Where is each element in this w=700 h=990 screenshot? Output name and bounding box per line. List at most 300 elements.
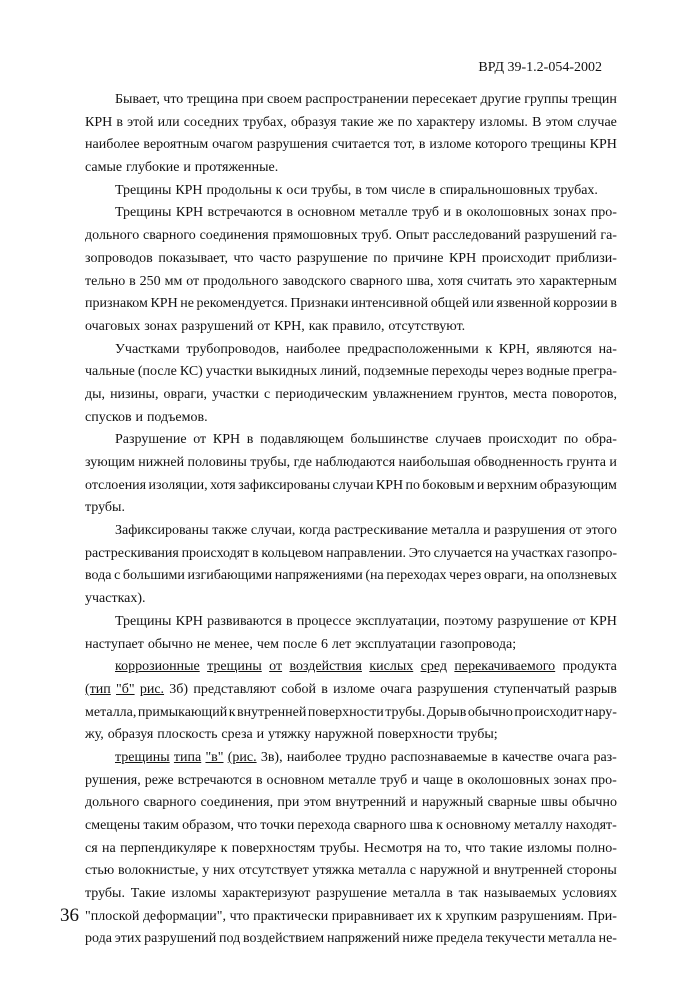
text-line xyxy=(85,361,617,384)
text-line xyxy=(85,747,617,770)
word: места xyxy=(512,386,548,402)
word: наблюдаются xyxy=(315,455,396,470)
word: разрушение xyxy=(316,886,387,902)
word: перехода xyxy=(297,818,351,833)
word: Бывает, xyxy=(115,92,160,107)
word: (рис. xyxy=(227,749,257,765)
word: околошовных xyxy=(466,205,549,221)
word: трубы. xyxy=(385,704,426,720)
word: соединения xyxy=(199,228,269,244)
word: самые xyxy=(85,160,123,176)
word: продольны xyxy=(206,182,272,198)
word: продукта xyxy=(562,659,617,675)
word: обычно xyxy=(147,636,193,652)
text-line xyxy=(85,520,617,543)
word: рушения, xyxy=(85,772,141,788)
word: поэтому xyxy=(444,613,494,629)
word: что xyxy=(229,908,250,924)
word: чем xyxy=(256,636,279,652)
word: увлажнением xyxy=(372,386,453,402)
word: направлении. xyxy=(326,545,406,561)
word: основному xyxy=(446,818,511,833)
word: обычно xyxy=(467,704,513,720)
word: образуя xyxy=(107,727,154,743)
word: с xyxy=(409,863,416,879)
word: глубокие xyxy=(125,160,180,176)
word: КРН, xyxy=(274,318,305,334)
word: образующим xyxy=(539,477,617,493)
word: образом, xyxy=(182,818,235,833)
word: являются xyxy=(536,341,592,357)
word: газопро- xyxy=(566,545,617,561)
word: предрасположенными xyxy=(347,341,479,357)
word: с xyxy=(264,386,271,402)
word: в xyxy=(446,886,453,902)
word: разрушениям. xyxy=(500,908,585,924)
word: рис. xyxy=(139,681,165,697)
word: разрушение xyxy=(497,613,569,629)
word: числе xyxy=(391,182,426,198)
word: основном xyxy=(297,205,356,221)
word: практически xyxy=(253,908,329,924)
word: в xyxy=(418,137,426,153)
word: соседних xyxy=(183,114,239,130)
word: прямошовных xyxy=(272,228,358,244)
word: воздействием xyxy=(243,931,325,947)
text-line xyxy=(85,134,617,157)
word: дольного xyxy=(85,228,140,244)
word: на xyxy=(494,545,509,561)
word: металлу xyxy=(513,818,563,833)
word: обводненность xyxy=(473,455,564,470)
word: хотя xyxy=(210,477,236,493)
word: по xyxy=(373,250,388,266)
word: вода xyxy=(85,568,112,584)
word: развиваются xyxy=(207,613,282,629)
word: (тип xyxy=(85,681,111,697)
word: признаком xyxy=(85,296,148,312)
word: такие xyxy=(489,840,523,856)
word: периодическим xyxy=(275,386,368,402)
word: При- xyxy=(587,908,617,924)
word: происходит xyxy=(514,704,584,720)
word: и xyxy=(183,160,191,176)
word: сварного xyxy=(353,818,407,833)
word: Опыт xyxy=(395,228,429,244)
word: тельно xyxy=(85,273,126,289)
text-line xyxy=(85,679,617,702)
word: в xyxy=(255,772,263,788)
word: в xyxy=(610,296,617,312)
word: характерным xyxy=(538,273,617,289)
word: наибольшая xyxy=(398,455,471,470)
word: при xyxy=(241,92,264,107)
word: спусков xyxy=(85,409,132,425)
word: оси xyxy=(286,182,308,198)
word: случае xyxy=(577,114,617,130)
word: в xyxy=(355,182,362,198)
word: очага xyxy=(380,681,413,697)
word: трубах, xyxy=(243,114,287,130)
word: их xyxy=(417,908,432,924)
word: стороны xyxy=(566,863,617,879)
word: участках xyxy=(511,545,564,561)
word: металла xyxy=(358,863,407,879)
word: растрескивание xyxy=(334,523,428,539)
word: эксплуатации xyxy=(355,636,436,652)
word: прегра- xyxy=(572,364,617,380)
word: и xyxy=(482,863,490,879)
text-line xyxy=(85,702,617,725)
word: перпендикуляре xyxy=(120,840,217,856)
word: трудно xyxy=(345,749,387,765)
word: вероятным xyxy=(143,137,209,153)
word: или xyxy=(157,114,180,130)
word: сварного xyxy=(143,795,197,811)
word: по xyxy=(405,477,420,493)
word: в xyxy=(286,205,293,221)
word: подземные xyxy=(363,364,429,380)
word: нижней xyxy=(138,455,185,470)
word: случаев xyxy=(435,432,482,448)
word: зопроводов xyxy=(85,250,153,266)
word: очагом xyxy=(212,137,253,153)
word: к xyxy=(485,341,493,357)
word: точки xyxy=(260,818,295,833)
word: грунта xyxy=(566,455,606,470)
word: 6 xyxy=(321,636,329,652)
word: как xyxy=(308,318,329,334)
word: общей xyxy=(430,296,470,312)
word: на xyxy=(426,840,441,856)
word: трубопроводов, xyxy=(186,341,280,357)
word: них xyxy=(213,863,235,879)
word: наиболее xyxy=(285,341,341,357)
word: трубы. xyxy=(319,840,360,856)
word: ды, xyxy=(85,386,106,402)
word: КРН xyxy=(589,613,617,629)
word: через xyxy=(449,568,482,584)
word: отсутствует xyxy=(238,863,309,879)
word: и xyxy=(443,205,451,221)
word: в xyxy=(286,613,293,629)
document-code-header: ВРД 39-1.2-054-2002 xyxy=(478,60,602,75)
word: среза xyxy=(221,727,253,743)
word: (после xyxy=(137,364,177,380)
text-line xyxy=(85,339,617,362)
word: приравнивает xyxy=(331,908,414,924)
word: эксплуатации, xyxy=(355,613,440,629)
word: и xyxy=(483,523,491,539)
word: встречаются xyxy=(207,205,282,221)
word: в xyxy=(116,114,123,130)
word: металла, xyxy=(85,704,137,720)
word: считать xyxy=(467,273,513,289)
word: менее, xyxy=(214,636,253,652)
text-line xyxy=(85,293,617,316)
word: что xyxy=(163,92,184,107)
word: к xyxy=(220,840,228,856)
word: КРН xyxy=(175,613,203,629)
word: КРН xyxy=(375,477,404,493)
word: характеризуют xyxy=(222,886,311,902)
word: язвенной xyxy=(496,296,551,312)
word: часто xyxy=(258,250,292,266)
word: поверхностям xyxy=(231,840,316,856)
word: этом xyxy=(303,795,332,811)
word: чальные xyxy=(85,364,135,380)
word: чаще xyxy=(422,772,453,788)
word: подъемов. xyxy=(146,409,208,425)
word: металле xyxy=(359,205,408,221)
word: трещины xyxy=(531,137,586,153)
word: трещин xyxy=(571,92,617,107)
word: 3б) xyxy=(169,681,189,697)
word: очаговых xyxy=(85,318,141,334)
word: Дорыв xyxy=(426,704,467,720)
word: изломы. xyxy=(479,114,528,130)
word: наиболее xyxy=(286,749,342,765)
word: га- xyxy=(600,228,617,244)
word: другие xyxy=(480,92,521,107)
word: ся xyxy=(85,840,98,856)
word: разрушения xyxy=(256,137,328,153)
word: от xyxy=(568,523,582,539)
word: и xyxy=(410,795,418,811)
word: выкидных xyxy=(255,364,318,380)
word: от xyxy=(193,432,207,448)
word: КРН, xyxy=(498,341,530,357)
word: что xyxy=(233,250,254,266)
word: происходит xyxy=(488,432,557,448)
word: этих xyxy=(114,931,142,947)
word: и xyxy=(609,455,617,470)
word: к xyxy=(435,908,443,924)
word: изломы xyxy=(171,886,217,902)
word: КРН xyxy=(150,296,178,312)
word: переходы xyxy=(431,364,489,380)
text-line xyxy=(85,452,617,475)
word: напряжениями xyxy=(274,568,363,584)
word: разрушений xyxy=(144,931,217,947)
word: в xyxy=(491,749,498,765)
word: дольного xyxy=(85,795,140,811)
word: в xyxy=(321,681,328,697)
word: 250 xyxy=(139,273,161,289)
word: том xyxy=(365,182,388,198)
word: водные xyxy=(526,364,570,380)
word: овраги, xyxy=(483,568,528,584)
word: в xyxy=(129,273,136,289)
word: это xyxy=(516,273,536,289)
word: разрушения xyxy=(417,681,489,697)
text-line xyxy=(85,225,617,248)
word: от xyxy=(572,613,586,629)
text-line xyxy=(85,497,617,520)
word: характеру xyxy=(416,114,476,130)
word: своем xyxy=(267,92,302,107)
word: наружной xyxy=(314,727,374,743)
word: тот, xyxy=(393,137,415,153)
word: линий, xyxy=(320,364,361,380)
word: труб xyxy=(412,205,440,221)
word: происходят xyxy=(181,545,250,561)
word: Участками xyxy=(115,341,180,357)
word: в xyxy=(455,205,463,221)
word: изломе xyxy=(333,681,375,697)
word: когда xyxy=(299,523,331,539)
word: участки xyxy=(212,386,259,402)
word: Разрушение xyxy=(115,432,187,448)
word: к xyxy=(436,818,443,833)
word: металла xyxy=(392,886,441,902)
word: таким xyxy=(143,818,179,833)
text-line xyxy=(85,89,617,112)
word: кольцевом xyxy=(261,545,324,561)
word: от xyxy=(186,273,200,289)
word: трубах. xyxy=(554,182,598,198)
word: к xyxy=(228,704,236,720)
word: и xyxy=(135,409,144,425)
word: внутренний xyxy=(335,795,406,811)
word: большинстве xyxy=(350,432,429,448)
word: представляют xyxy=(193,681,276,697)
text-line xyxy=(85,316,617,339)
word: ступенчатый xyxy=(493,681,570,697)
word: хотя xyxy=(437,273,464,289)
word: Такие xyxy=(130,886,166,902)
word: труб. xyxy=(361,228,393,244)
word: 3в), xyxy=(260,749,283,765)
word: наружный xyxy=(421,795,484,811)
word: трубы. xyxy=(85,886,125,902)
text-line xyxy=(85,157,617,180)
word: отслоения xyxy=(85,477,147,493)
text-line xyxy=(85,792,617,815)
word: изломе xyxy=(429,137,472,153)
word: стью xyxy=(85,863,115,879)
word: наступает xyxy=(85,636,144,652)
word: КРН xyxy=(212,432,241,448)
word: у xyxy=(202,863,210,879)
word: раз- xyxy=(593,749,617,765)
word: кислых xyxy=(369,659,414,675)
word: не xyxy=(196,636,211,652)
word: КРН xyxy=(175,182,203,198)
word: смещены xyxy=(85,818,141,833)
word: причине xyxy=(393,250,444,266)
text-line xyxy=(85,271,617,294)
word: на xyxy=(102,840,116,856)
word: металла xyxy=(547,931,596,947)
word: от xyxy=(257,318,271,334)
word: коррозии xyxy=(553,296,608,312)
word: с xyxy=(114,568,121,584)
word: что xyxy=(465,840,486,856)
word: по xyxy=(397,114,413,130)
text-line xyxy=(85,656,617,679)
page-number: 36 xyxy=(60,905,79,926)
word: утяжку xyxy=(268,727,311,743)
word: предела xyxy=(435,931,483,947)
word: сварного xyxy=(143,228,196,244)
text-line xyxy=(85,543,617,566)
word: околошовных xyxy=(467,772,550,788)
word: где xyxy=(293,455,312,470)
word: не- xyxy=(598,931,617,947)
word: пересекает xyxy=(412,92,478,107)
word: деформации", xyxy=(142,908,226,924)
word: про- xyxy=(590,205,617,221)
word: В xyxy=(532,114,542,130)
word: участки xyxy=(205,364,253,380)
word: разрушений xyxy=(524,228,597,244)
word: напряжений xyxy=(326,931,400,947)
word: верхним xyxy=(486,477,538,493)
word: основном xyxy=(266,772,325,788)
word: зонах xyxy=(553,772,587,788)
word: примыкающий xyxy=(137,704,228,720)
word: трещины xyxy=(207,659,262,675)
word: подавляющем xyxy=(260,432,344,448)
word: рекомендуется. xyxy=(196,296,288,312)
word: низины, xyxy=(110,386,159,402)
word: встречаются xyxy=(177,772,252,788)
word: условиях xyxy=(562,886,617,902)
text-line xyxy=(85,475,617,498)
word: разрушения xyxy=(494,523,566,539)
word: растрескивания xyxy=(85,545,179,561)
word: то, xyxy=(444,840,462,856)
word: трещина xyxy=(186,92,239,107)
text-line xyxy=(85,202,617,225)
word: наиболее xyxy=(85,137,140,153)
word: отсутствуют. xyxy=(388,318,466,334)
word: (на xyxy=(365,568,384,584)
word: протяженные. xyxy=(194,160,279,176)
word: сварные xyxy=(487,795,537,811)
word: этом xyxy=(545,114,574,130)
word: жу, xyxy=(85,727,104,743)
word: происходит xyxy=(481,250,551,266)
word: поверхности xyxy=(307,704,384,720)
word: разрушений xyxy=(181,318,254,334)
word: качестве xyxy=(502,749,554,765)
word: Это xyxy=(408,545,431,561)
word: Трещины xyxy=(115,182,172,198)
word: внутренней xyxy=(493,863,564,879)
word: внутренней xyxy=(237,704,307,720)
word: труб xyxy=(380,772,408,788)
word: овраги, xyxy=(163,386,208,402)
text-line xyxy=(85,248,617,271)
word: и xyxy=(256,727,265,743)
word: на- xyxy=(598,341,617,357)
word: полно- xyxy=(576,840,617,856)
word: распространении xyxy=(305,92,409,107)
word: зонах xyxy=(553,205,587,221)
word: случаи xyxy=(332,477,374,493)
word: трещины xyxy=(115,749,170,765)
word: очага xyxy=(557,749,590,765)
word: хрупким xyxy=(445,908,498,924)
word: поверхности xyxy=(377,727,454,743)
word: при xyxy=(277,795,300,811)
word: половины xyxy=(187,455,247,470)
word: участках). xyxy=(85,591,146,607)
text-line xyxy=(85,429,617,452)
word: по xyxy=(563,432,579,448)
